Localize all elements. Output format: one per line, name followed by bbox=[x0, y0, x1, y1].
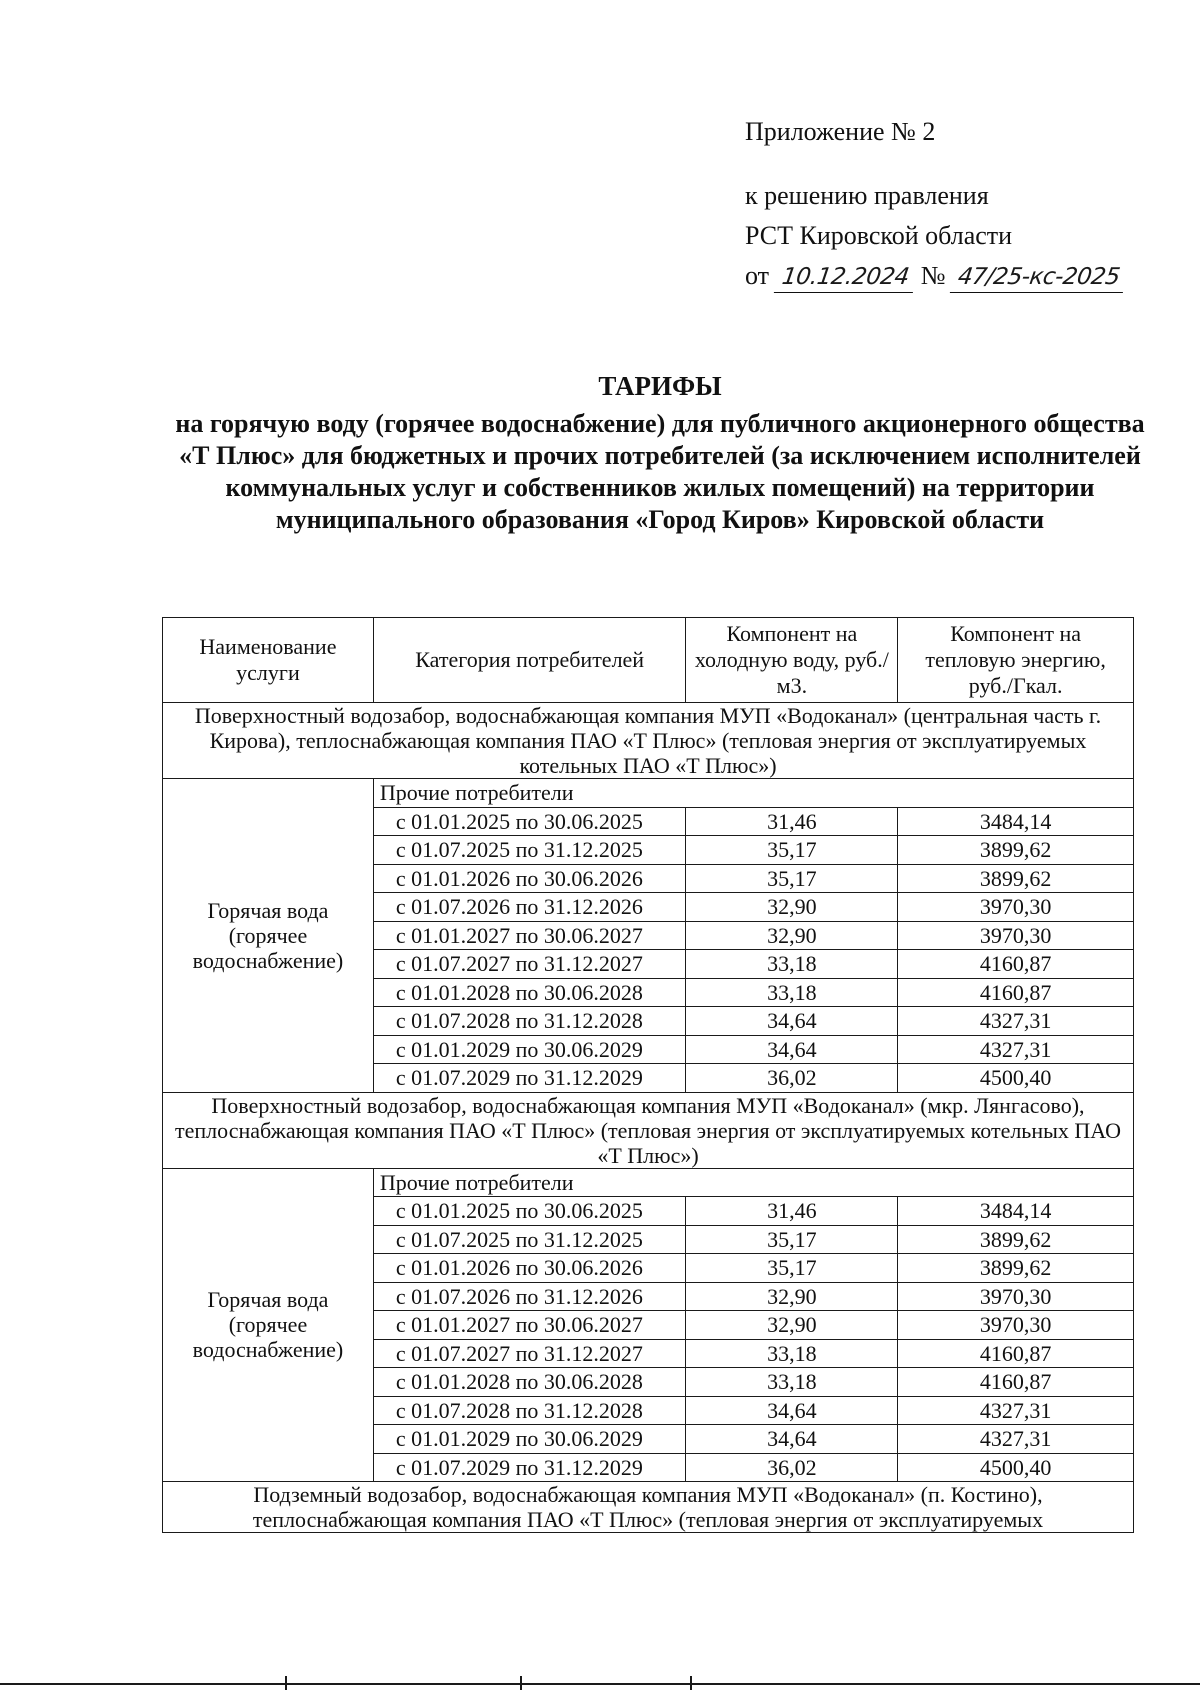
header-category: Категория потребителей bbox=[373, 618, 686, 703]
section-caption: Подземный водозабор, водоснабжающая компания МУП «Водоканал» (п. Костино), теплоснабжающая компания ПАО «Т Плюс» (тепловая энергия от эксплуатируемых bbox=[163, 1482, 1134, 1533]
period-cell: с 01.01.2027 по 30.06.2027 bbox=[373, 921, 686, 950]
heat-energy-cell: 4327,31 bbox=[898, 1425, 1134, 1454]
cold-water-cell: 35,17 bbox=[686, 864, 898, 893]
period-cell: с 01.07.2025 по 31.12.2025 bbox=[373, 1225, 686, 1254]
handwritten-number: 47/25-кс-2025 bbox=[950, 262, 1128, 293]
section-caption-row bbox=[163, 1482, 1134, 1533]
consumer-category: Прочие потребители bbox=[373, 779, 1133, 808]
appendix-label: Приложение № 2 bbox=[745, 117, 936, 146]
heat-energy-cell: 3484,14 bbox=[898, 1197, 1134, 1226]
page-bottom-tick bbox=[690, 1676, 692, 1690]
period-cell: с 01.01.2025 по 30.06.2025 bbox=[373, 807, 686, 836]
heat-energy-cell: 3970,30 bbox=[898, 921, 1134, 950]
section-caption-row bbox=[163, 1092, 1134, 1168]
period-cell: с 01.01.2028 по 30.06.2028 bbox=[373, 1368, 686, 1397]
cold-water-cell: 35,17 bbox=[686, 1225, 898, 1254]
heat-energy-cell: 3899,62 bbox=[898, 836, 1134, 865]
table-header-row bbox=[163, 618, 1134, 703]
period-cell: с 01.07.2029 по 31.12.2029 bbox=[373, 1453, 686, 1482]
cold-water-cell: 32,90 bbox=[686, 893, 898, 922]
cold-water-cell: 34,64 bbox=[686, 1007, 898, 1036]
appendix-authority-line: РСТ Кировской области bbox=[745, 221, 1013, 250]
cold-water-cell: 32,90 bbox=[686, 1282, 898, 1311]
heat-energy-cell: 3899,62 bbox=[898, 1254, 1134, 1283]
appendix-block bbox=[745, 112, 1126, 296]
cold-water-cell: 31,46 bbox=[686, 807, 898, 836]
heat-energy-cell: 4500,40 bbox=[898, 1064, 1134, 1093]
cold-water-cell: 36,02 bbox=[686, 1453, 898, 1482]
heat-energy-cell: 4160,87 bbox=[898, 1368, 1134, 1397]
header-cold-water: Компонент на холодную воду, руб./м3. bbox=[686, 618, 898, 703]
period-cell: с 01.01.2026 по 30.06.2026 bbox=[373, 864, 686, 893]
cold-water-cell: 31,46 bbox=[686, 1197, 898, 1226]
service-name: Горячая вода (горячее водоснабжение) bbox=[163, 779, 374, 1093]
tariff-table bbox=[162, 617, 1134, 1533]
cold-water-cell: 34,64 bbox=[686, 1396, 898, 1425]
period-cell: с 01.01.2025 по 30.06.2025 bbox=[373, 1197, 686, 1226]
service-name: Горячая вода (горячее водоснабжение) bbox=[163, 1168, 374, 1482]
document-title bbox=[170, 370, 1150, 536]
cold-water-cell: 36,02 bbox=[686, 1064, 898, 1093]
period-cell: с 01.01.2026 по 30.06.2026 bbox=[373, 1254, 686, 1283]
heat-energy-cell: 3899,62 bbox=[898, 864, 1134, 893]
period-cell: с 01.01.2028 по 30.06.2028 bbox=[373, 978, 686, 1007]
header-service: Наименование услуги bbox=[163, 618, 374, 703]
section-caption: Поверхностный водозабор, водоснабжающая компания МУП «Водоканал» (мкр. Лянгасово), теплоснабжающая компания ПАО «Т Плюс» (тепловая энергия от эксплуатируемых котельных ПАО «Т Плюс») bbox=[163, 1092, 1134, 1168]
period-cell: с 01.01.2027 по 30.06.2027 bbox=[373, 1311, 686, 1340]
page-bottom-tick bbox=[285, 1676, 287, 1690]
number-prefix: № bbox=[920, 261, 946, 290]
section-caption: Поверхностный водозабор, водоснабжающая компания МУП «Водоканал» (центральная часть г. Кирова), теплоснабжающая компания ПАО «Т Плюс» (тепловая энергия от эксплуатируемых котельных ПАО «Т Плюс») bbox=[163, 703, 1134, 779]
heat-energy-cell: 4160,87 bbox=[898, 950, 1134, 979]
heat-energy-cell: 4327,31 bbox=[898, 1007, 1134, 1036]
heat-energy-cell: 3484,14 bbox=[898, 807, 1134, 836]
period-cell: с 01.07.2028 по 31.12.2028 bbox=[373, 1396, 686, 1425]
period-cell: с 01.07.2028 по 31.12.2028 bbox=[373, 1007, 686, 1036]
consumer-category: Прочие потребители bbox=[373, 1168, 1133, 1197]
handwritten-date: 10.12.2024 bbox=[773, 262, 916, 293]
period-cell: с 01.01.2029 по 30.06.2029 bbox=[373, 1425, 686, 1454]
cold-water-cell: 32,90 bbox=[686, 921, 898, 950]
heat-energy-cell: 4327,31 bbox=[898, 1035, 1134, 1064]
period-cell: с 01.07.2029 по 31.12.2029 bbox=[373, 1064, 686, 1093]
title-subtitle: на горячую воду (горячее водоснабжение) для публичного акционерного общества «Т Плюс» для бюджетных и прочих потребителей (за исключением исполнителей коммунальных услуг и собственников жилых помещений) на территории муниципального образования «Город Киров» Кировской области bbox=[175, 409, 1145, 534]
page-bottom-tick bbox=[520, 1676, 522, 1690]
heat-energy-cell: 4160,87 bbox=[898, 978, 1134, 1007]
heat-energy-cell: 3899,62 bbox=[898, 1225, 1134, 1254]
cold-water-cell: 33,18 bbox=[686, 1339, 898, 1368]
cold-water-cell: 33,18 bbox=[686, 950, 898, 979]
period-cell: с 01.07.2027 по 31.12.2027 bbox=[373, 950, 686, 979]
period-cell: с 01.01.2029 по 30.06.2029 bbox=[373, 1035, 686, 1064]
appendix-decision-line: к решению правления bbox=[745, 181, 989, 210]
heat-energy-cell: 4500,40 bbox=[898, 1453, 1134, 1482]
section-caption-row bbox=[163, 703, 1134, 779]
date-prefix: от bbox=[745, 261, 770, 290]
appendix-date-number-line bbox=[745, 256, 1126, 296]
cold-water-cell: 34,64 bbox=[686, 1035, 898, 1064]
cold-water-cell: 35,17 bbox=[686, 1254, 898, 1283]
page-bottom-rule bbox=[0, 1683, 1200, 1685]
title-heading: ТАРИФЫ bbox=[598, 371, 722, 401]
cold-water-cell: 33,18 bbox=[686, 978, 898, 1007]
heat-energy-cell: 3970,30 bbox=[898, 1311, 1134, 1340]
period-cell: с 01.07.2026 по 31.12.2026 bbox=[373, 893, 686, 922]
heat-energy-cell: 4327,31 bbox=[898, 1396, 1134, 1425]
cold-water-cell: 33,18 bbox=[686, 1368, 898, 1397]
cold-water-cell: 35,17 bbox=[686, 836, 898, 865]
heat-energy-cell: 3970,30 bbox=[898, 1282, 1134, 1311]
category-row bbox=[163, 779, 1134, 808]
cold-water-cell: 32,90 bbox=[686, 1311, 898, 1340]
header-heat-energy: Компонент на тепловую энергию, руб./Гкал. bbox=[898, 618, 1134, 703]
heat-energy-cell: 3970,30 bbox=[898, 893, 1134, 922]
heat-energy-cell: 4160,87 bbox=[898, 1339, 1134, 1368]
category-row bbox=[163, 1168, 1134, 1197]
period-cell: с 01.07.2025 по 31.12.2025 bbox=[373, 836, 686, 865]
cold-water-cell: 34,64 bbox=[686, 1425, 898, 1454]
period-cell: с 01.07.2026 по 31.12.2026 bbox=[373, 1282, 686, 1311]
period-cell: с 01.07.2027 по 31.12.2027 bbox=[373, 1339, 686, 1368]
